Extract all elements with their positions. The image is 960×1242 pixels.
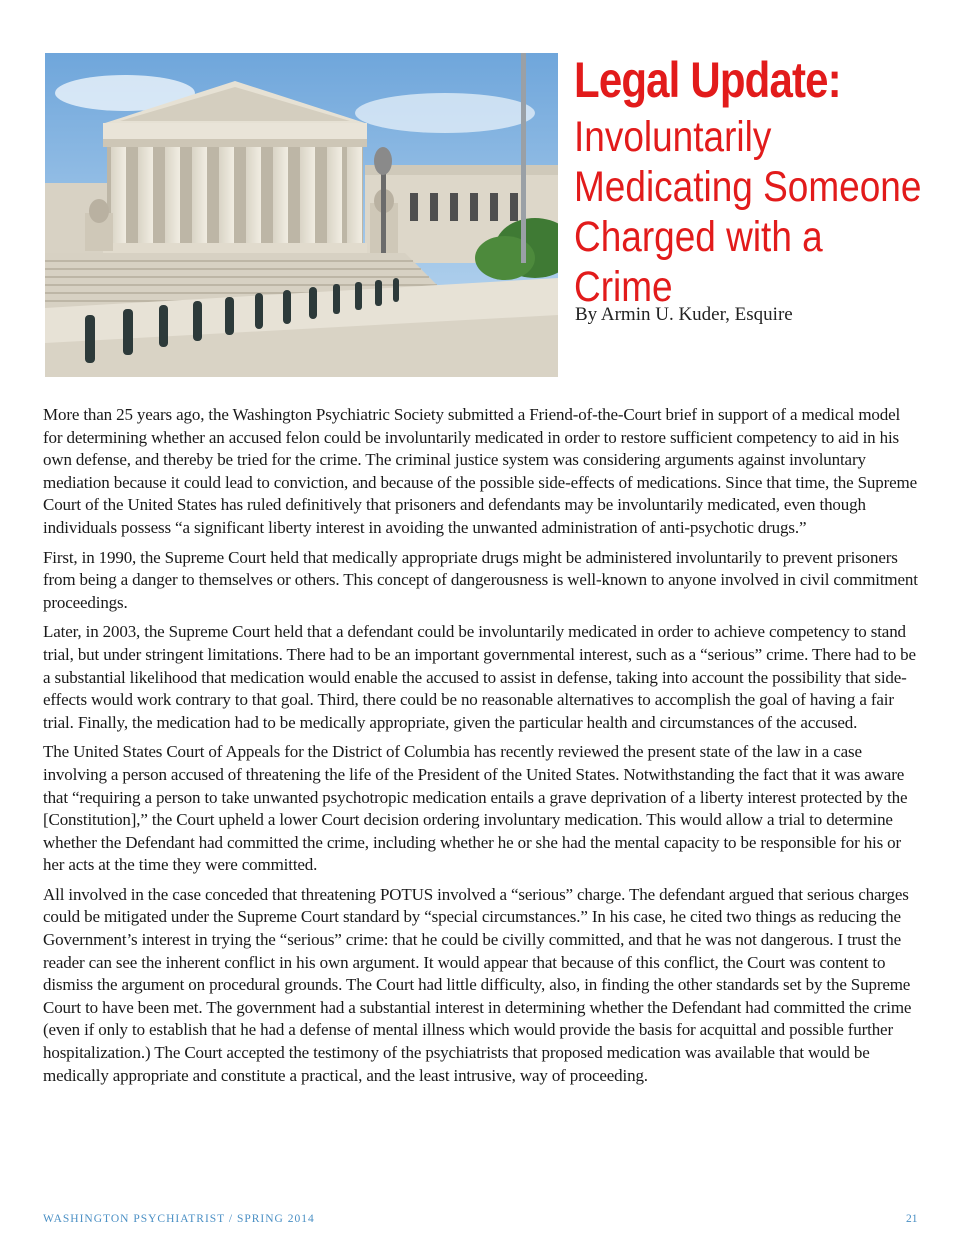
body-paragraph: More than 25 years ago, the Washington Psychiatric Society submitted a Friend-of-the-Court brief in support of a medical model for determining whether an accused felon could be involuntarily medicated in order to restore sufficient competency to aid in his own defense, and thereby be tried for the crime. The criminal justice system was considering arguments against involuntary mediation because it could lead to conviction, and because of the possible side-effects of medications. Since that time, the Supreme Court of the United States has ruled definitively that prisoners and defendants may be involuntarily medicated, even though individuals possess “a significant liberty interest in avoiding the unwanted administration of anti-psychotic drugs.”: [43, 405, 918, 537]
supreme-court-photo: [45, 53, 558, 377]
body-paragraph: The United States Court of Appeals for the District of Columbia has recently reviewed the present state of the law in a case involving a person accused of threatening the life of the President of the United States. Notwithstanding the fact that it was aware that “requiring a person to take unwanted psychotropic medication entails a grave deprivation of a liberty interest protected by the [Constitution],” the Court upheld a lower Court decision ordering involuntary medication. This would allow a trial to determine whether the Defendant had committed the crime, including whether he or she had the mental capacity to be responsible for his or her acts at the time they were committed.: [43, 742, 908, 875]
supreme-court-building-icon: [45, 53, 558, 377]
article-body: [43, 404, 918, 1094]
subtitle-line: Medicating Someone: [574, 163, 922, 211]
author-byline: By Armin U. Kuder, Esquire: [575, 304, 793, 325]
article-title-block: [574, 52, 954, 312]
body-paragraph: First, in 1990, the Supreme Court held that medically appropriate drugs might be administered involuntarily to prevent prisoners from being a danger to themselves or others. This concept of dangerousness is well-known to anyone involved in civil commitment proceedings.: [43, 547, 918, 612]
subtitle-line: Charged with a: [574, 213, 823, 261]
body-paragraph: All involved in the case conceded that threatening POTUS involved a “serious” charge. The defendant argued that serious charges could be mitigated under the Supreme Court standard by “special circumstances.” In his case, he cited two things as reducing the Government’s interest in trying the “serious” crime: that he could be civilly committed, and that he was not dangerous. I trust the reader can see the inherent conflict in his own argument. It would appear that because of this conflict, the Court was content to dismiss the argument on procedural grounds. The Court had little difficulty, also, in finding the other standards set by the Supreme Court to have been met. The government had a substantial interest in determining whether the Defendant had committed the crime (even if only to establish that he had a defense of mental illness which would provide the basis for acquittal and possible further hospitalization.) The Court accepted the testimony of the psychiatrists that proposed medication was available that would be medically appropriate and constitute a practical, and the least intrusive, way of proceeding.: [43, 884, 912, 1085]
article-title: Legal Update:: [574, 52, 841, 108]
footer-publication: WASHINGTON PSYCHIATRIST / SPRING 2014: [43, 1213, 315, 1225]
footer-page-number: 21: [906, 1213, 918, 1225]
subtitle-line: Involuntarily: [574, 113, 772, 161]
subtitle-line: Crime: [574, 263, 673, 311]
body-paragraph: Later, in 2003, the Supreme Court held that a defendant could be involuntarily medicated in order to achieve competency to stand trial, but under stringent limitations. There had to be an important governmental interest, such as a “serious” crime. There had to be a substantial likelihood that medication would enable the accused to assist in defense, taking into account the possibility that side-effects would work contrary to that goal. Third, there could be no reasonable alternatives to accomplish the goal of having a fair trial. Finally, the medication had to be medically appropriate, given the particular health and circumstances of the accused.: [43, 622, 916, 732]
article-subtitle: [574, 112, 952, 312]
